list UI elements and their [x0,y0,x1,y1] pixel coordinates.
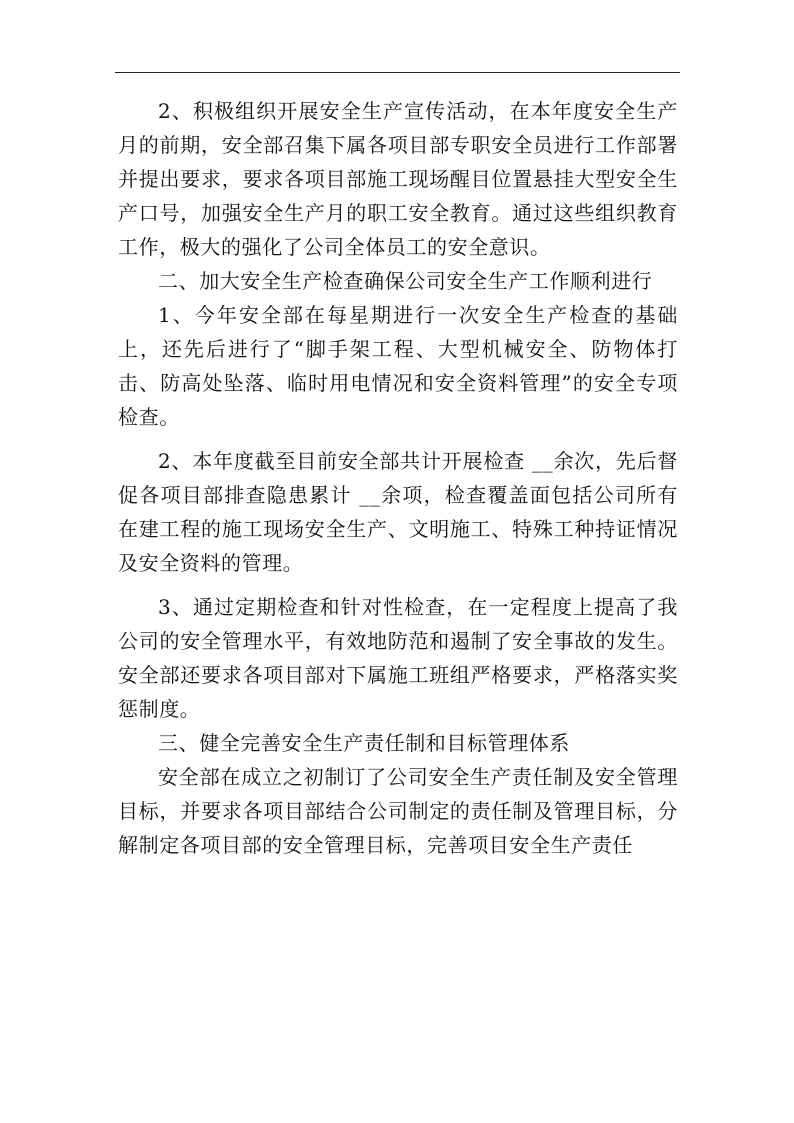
header-rule [115,72,680,73]
paragraph-management-level: 3、通过定期检查和针对性检查，在一定程度上提高了我公司的安全管理水平，有效地防范和遏制了安全事故的发生。安全部还要求各项目部对下属施工班组严格要求，严格落实奖惩制度。 [118,595,678,721]
paragraph-weekly-inspection: 1、今年安全部在每星期进行一次安全生产检查的基础上，还先后进行了“脚手架工程、大型机械安全、防物体打击、防高处坠落、临时用电情况和安全资料管理”的安全专项检查。 [118,303,678,429]
section-heading-inspection: 二、加大安全生产检查确保公司安全生产工作顺利进行 [158,269,653,293]
document-body [118,94,678,862]
paragraph-responsibility-system: 安全部在成立之初制订了公司安全生产责任制及安全管理目标，并要求各项目部结合公司制定的责任制及管理目标，分解制定各项目部的安全管理目标，完善项目安全生产责任 [118,765,678,857]
paragraph-inspection-count: 2、本年度截至目前安全部共计开展检查 __余次，先后督促各项目部排查隐患累计 __余项，检查覆盖面包括公司所有在建工程的施工现场安全生产、文明施工、特殊工种持证情况及安全资料的管理。 [118,449,678,575]
paragraph-publicity-activities: 2、积极组织开展安全生产宣传活动，在本年度安全生产月的前期，安全部召集下属各项目部专职安全员进行工作部署并提出要求，要求各项目部施工现场醒目位置悬挂大型安全生产口号，加强安全生产月的职工安全教育。通过这些组织教育工作，极大的强化了公司全体员工的安全意识。 [118,99,678,259]
section-heading-responsibility: 三、健全完善安全生产责任制和目标管理体系 [158,731,570,755]
